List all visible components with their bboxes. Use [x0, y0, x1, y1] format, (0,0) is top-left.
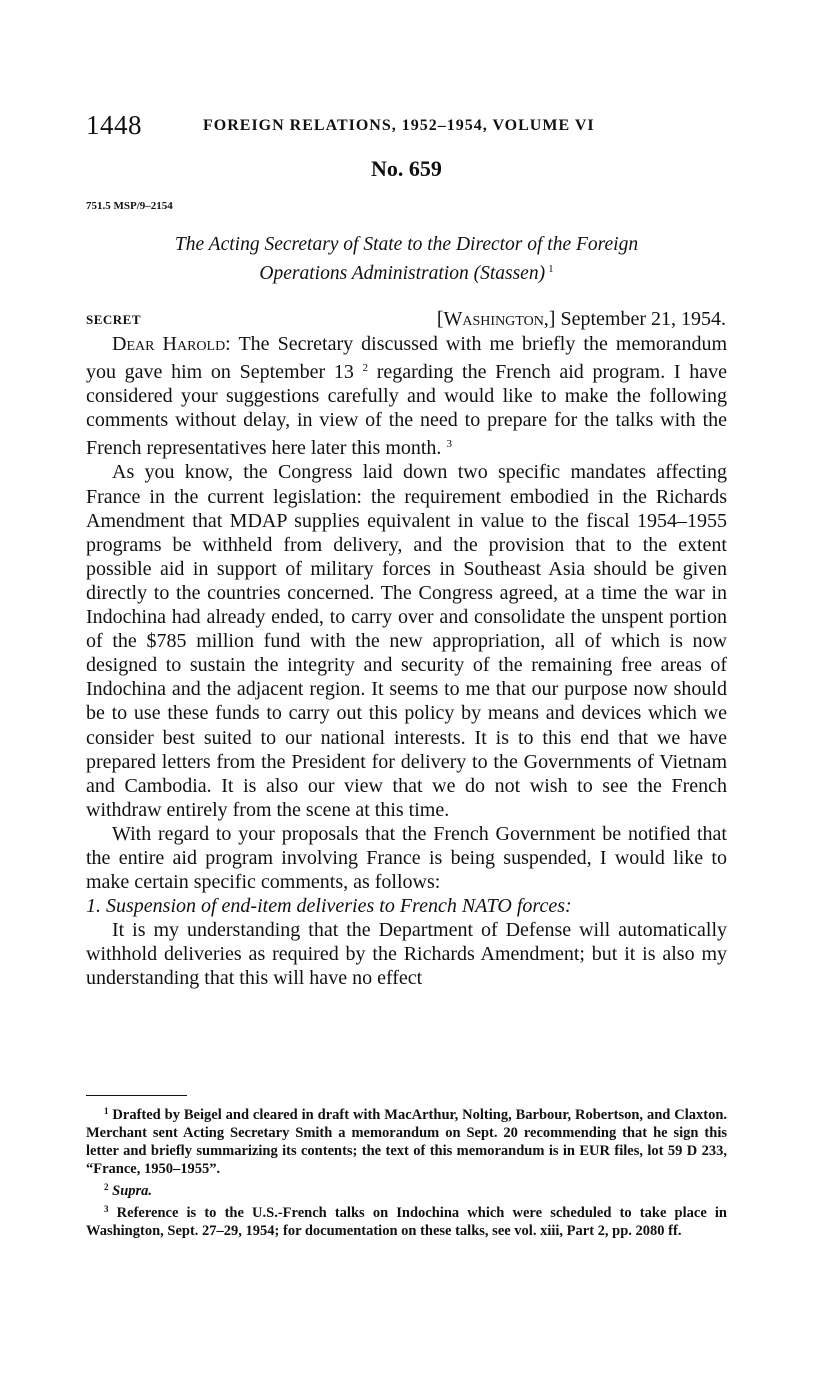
classification-line [86, 306, 726, 332]
title-line-1: The Acting Secretary of State to the Director of the Foreign [174, 234, 639, 255]
paragraph-3: With regard to your proposals that the French Government be notified that the entire aid program involving France is being suspended, I would like to make certain specific comments, as follows: [86, 822, 727, 894]
footnote-3-mark: 3 [104, 1204, 109, 1214]
footnote-1 [86, 1102, 727, 1178]
footnote-2 [86, 1178, 727, 1200]
file-reference: 751.5 MSP/9–2154 [86, 200, 173, 212]
footnote-3-text: Reference is to the U.S.-French talks on Indochina which were scheduled to take place in Washington, Sept. 27–29, 1954; for documentation on these talks, see vol. xiii, Part 2, pp. 2080 ff. [86, 1205, 727, 1239]
paragraph-1-part-2: regarding the French aid program. I have considered your suggestions carefully and would like to make the following comments without delay, in view of the need to prepare for the talks with the French representatives here later this month. [86, 361, 728, 460]
classification-marking: SECRET [86, 312, 142, 327]
letter-body [86, 332, 727, 991]
footnote-1-text: Drafted by Beigel and cleared in draft with MacArthur, Nolting, Barbour, Robertson, and Claxton. Merchant sent Acting Secretary Smith a memorandum on Sept. 20 recommending that he sign this letter and briefly summarizing its contents; the text of this memorandum is in EUR files, lot 59 D 233, “France, 1950–1955”. [86, 1107, 728, 1177]
dateline-place: [Washington,] [436, 308, 556, 330]
footnote-ref-2: 2 [362, 362, 369, 375]
page-header [86, 108, 726, 142]
footnote-3 [86, 1200, 727, 1240]
title-footnote-mark: 1 [548, 263, 554, 275]
footnote-1-mark: 1 [104, 1106, 109, 1116]
footnote-divider [86, 1095, 187, 1096]
section-heading-1: 1. Suspension of end-item deliveries to French NATO forces: [86, 895, 572, 918]
title-line-2: Operations Administration (Stassen) [259, 263, 546, 284]
paragraph-1-part-1: The Secretary discussed with me briefly the memorandum you gave him on September 13 [86, 333, 727, 384]
footnotes [86, 1102, 727, 1240]
paragraph-1 [86, 332, 727, 460]
paragraph-4: It is my understanding that the Department of Defense will automatically withhold deliveries as required by the Richards Amendment; but it is also my understanding that this will have no effect [86, 919, 727, 990]
document-title [100, 232, 713, 286]
dateline [437, 306, 726, 332]
footnote-ref-3: 3 [446, 438, 452, 451]
dateline-date: September 21, 1954. [560, 308, 726, 330]
running-head: FOREIGN RELATIONS, 1952–1954, VOLUME VI [203, 117, 595, 134]
salutation: Dear Harold: [112, 333, 231, 355]
document-number: No. 659 [371, 156, 442, 181]
footnote-2-text: Supra. [112, 1183, 153, 1199]
paragraph-2: As you know, the Congress laid down two specific mandates affecting France in the current legislation: the requirement embodied in the Richards Amendment that MDAP supplies equivalent in value to the fiscal 1954–1955 programs be withheld from delivery, and the provision that to the extent possible aid in support of military forces in Southeast Asia should be given directly to the countries concerned. The Congress agreed, at a time the war in Indochina had already ended, to carry over and consolidate the unspent portion of the $785 million fund with the new appropriation, all of which is now designed to sustain the integrity and security of the remaining free areas of Indochina and the adjacent region. It seems to me that our purpose now should be to use these funds to carry out this policy by means and devices which we consider best suited to our national interests. It is to this end that we have prepared letters from the President for delivery to the Governments of Vietnam and Cambodia. It is also our view that we do not wish to see the French withdraw entirely from the scene at this time. [86, 461, 727, 821]
page-number: 1448 [86, 110, 142, 140]
footnote-2-mark: 2 [104, 1182, 109, 1192]
